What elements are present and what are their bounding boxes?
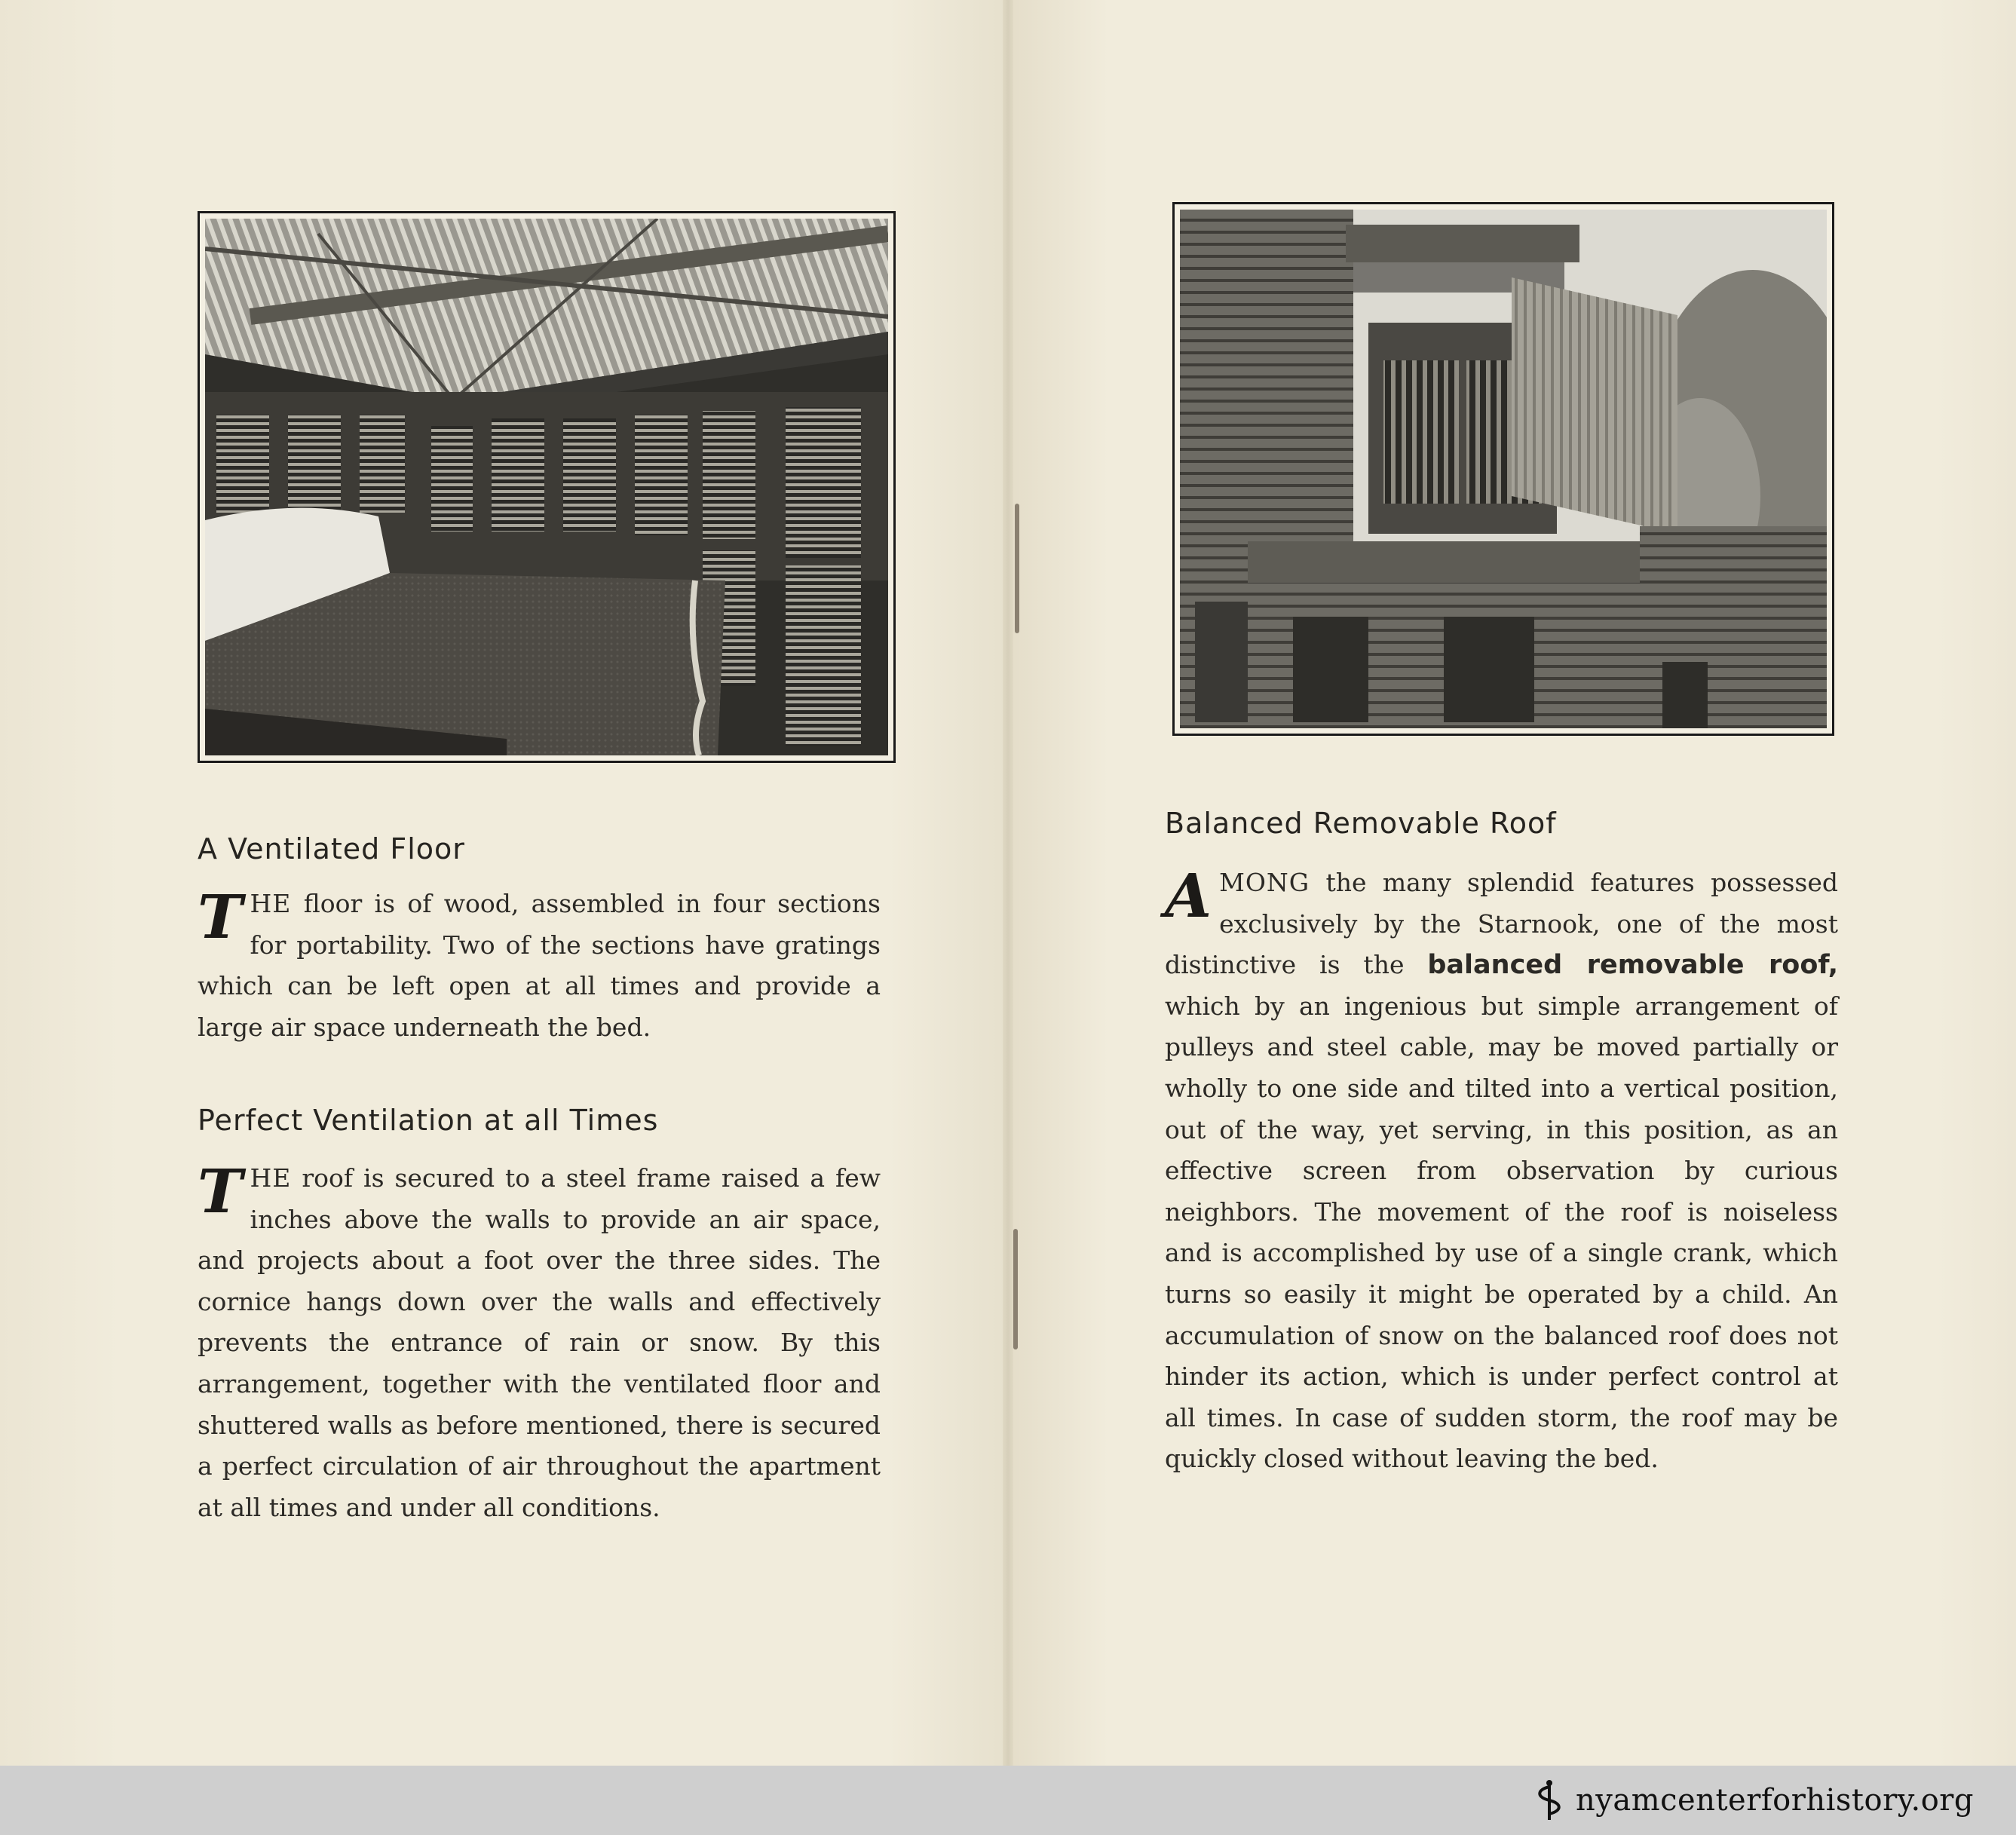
house-exterior-photo	[1180, 210, 1827, 728]
house-exterior-illustration	[1180, 210, 1827, 728]
footer-bar	[0, 1766, 2016, 1835]
balanced-removable-roof-paragraph	[1165, 862, 1838, 1480]
perfect-ventilation-paragraph	[198, 1158, 881, 1528]
dropcap-t: T	[198, 881, 243, 952]
paragraph-body-part1: the many splendid features possessed exclusively by the Starnook, one of the most distinctive is the	[1165, 868, 1838, 980]
paragraph-body: floor is of wood, assembled in four sections for portability. Two of the sections have gratings which can be left open at all times and provide a large air space underneath the bed.	[198, 889, 881, 1042]
bedroom-interior-illustration	[205, 219, 888, 755]
footer-logo[interactable]	[1533, 1779, 1974, 1821]
lead-word: MONG	[1219, 868, 1310, 897]
footer-site-link[interactable]: nyamcenterforhistory.org	[1575, 1783, 1974, 1818]
caduceus-icon	[1533, 1779, 1565, 1821]
ventilated-floor-paragraph	[198, 881, 881, 1048]
ventilated-floor-heading: A Ventilated Floor	[198, 832, 465, 865]
staple-bottom	[1013, 1229, 1018, 1349]
paragraph-body-part2: which by an ingenious but simple arrangement of pulleys and steel cable, may be moved partially or wholly to one side and tilted into a vertical position, out of the way, yet serving, in this position, as an effective screen from observation by curious neighbors. The movement of the roof is noiseless and is accomplished by use of a single crank, which turns so easily it might be operated by a child. An accumulation of snow on the balanced roof does not hinder its action, which is under perfect control at all times. In case of sudden storm, the roof may be quickly closed without leaving the bed.	[1165, 991, 1838, 1474]
perfect-ventilation-heading: Perfect Ventilation at all Times	[198, 1104, 659, 1137]
balanced-removable-roof-heading: Balanced Removable Roof	[1165, 807, 1557, 840]
book-gutter	[1003, 0, 1013, 1766]
staple-top	[1015, 504, 1019, 633]
right-photo-frame	[1172, 202, 1834, 736]
dropcap-a: A	[1165, 860, 1212, 931]
bedroom-interior-photo	[205, 219, 888, 755]
paragraph-body: roof is secured to a steel frame raised a few inches above the walls to provide an air space, and projects about a foot over the three sides. The cornice hangs down over the walls and effectively prevents the entrance of rain or snow. By this arrangement, together with the ventilated floor and shuttered walls as before mentioned, there is secured a perfect circulation of air throughout the apartment at all times and under all conditions.	[198, 1163, 881, 1522]
dropcap-t: T	[198, 1156, 243, 1227]
left-photo-frame	[198, 211, 896, 763]
emphasized-phrase: balanced removable roof,	[1427, 950, 1838, 981]
lead-word: HE	[250, 1163, 292, 1193]
lead-word: HE	[250, 889, 292, 918]
